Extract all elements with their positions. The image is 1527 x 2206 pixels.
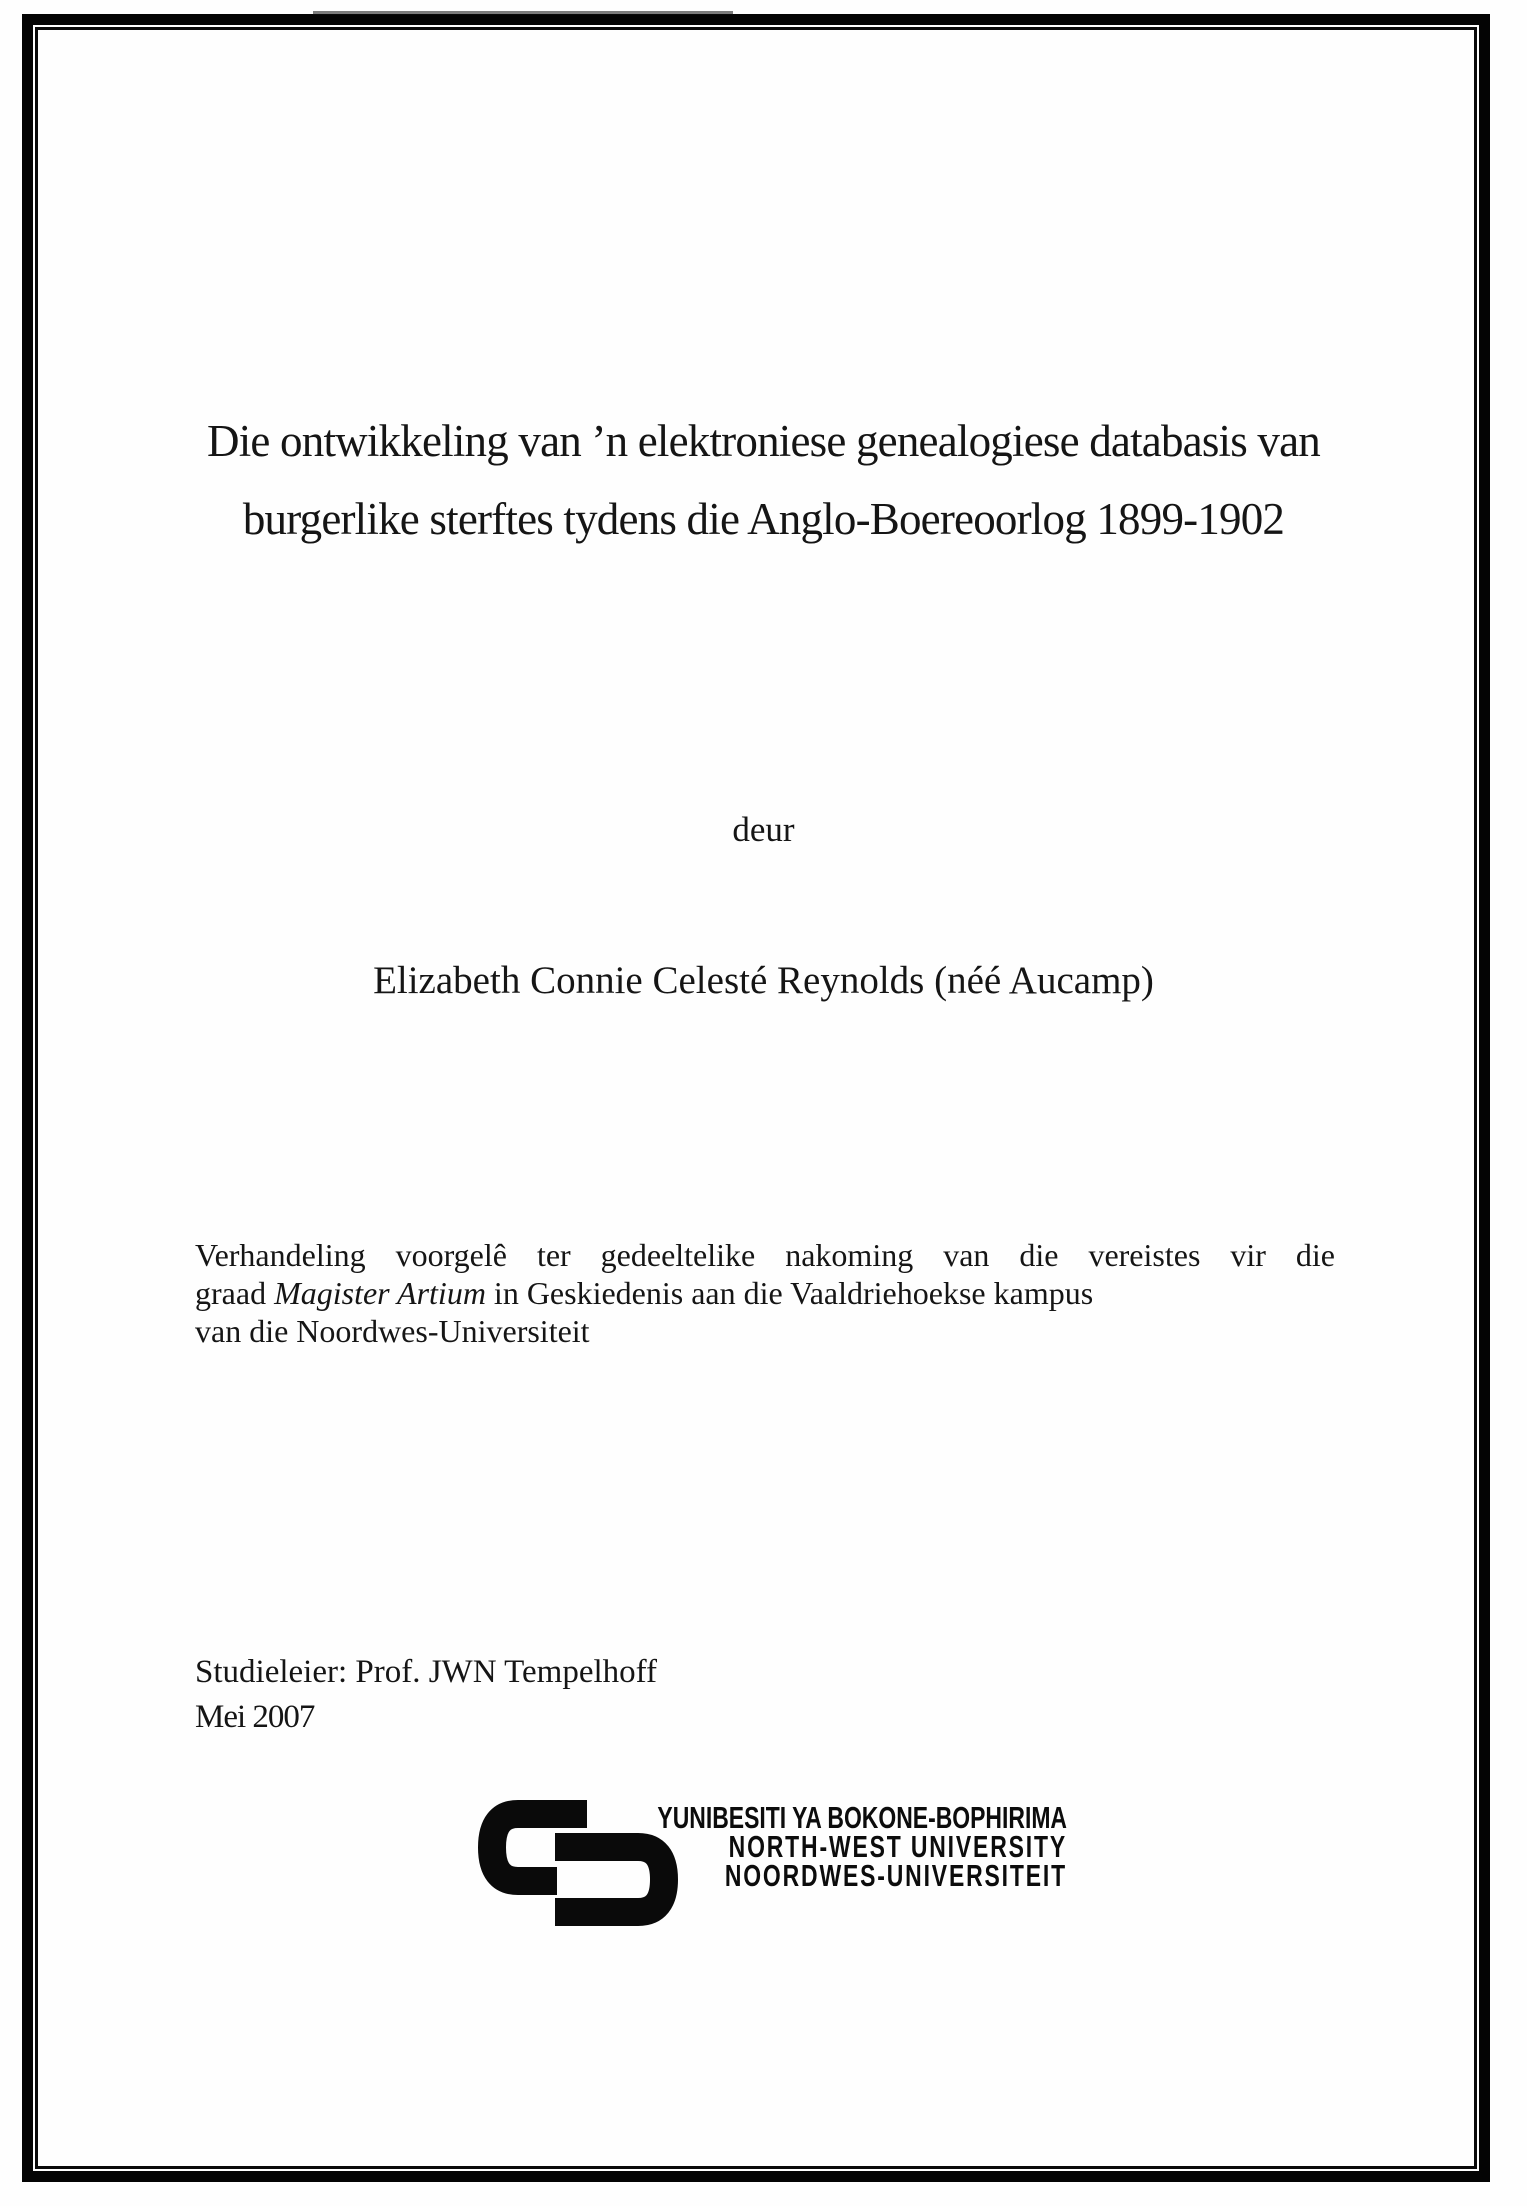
university-logo-text bbox=[549, 1800, 1067, 1893]
degree-statement-line3: van die Noordwes-Universiteit bbox=[195, 1313, 590, 1349]
thesis-title bbox=[90, 402, 1437, 558]
logo-text-setswana: YUNIBESITI YA BOKONE-BOPHIRIMA bbox=[657, 1800, 1067, 1835]
thesis-title-line1: Die ontwikkeling van ’n elektroniese genealogiese databasis van bbox=[207, 416, 1320, 466]
thesis-title-line2: burgerlike sterftes tydens die Anglo-Boereoorlog 1899-1902 bbox=[242, 494, 1285, 544]
degree-name-italic: Magister Artium bbox=[274, 1275, 486, 1311]
degree-statement-line2 bbox=[195, 1274, 1335, 1312]
logo-text-english: NORTH-WEST UNIVERSITY bbox=[728, 1829, 1067, 1864]
degree-statement-line2-suffix: in Geskiedenis aan die Vaaldriehoekse kampus bbox=[485, 1275, 1094, 1311]
degree-statement-line1: Verhandeling voorgelê ter gedeeltelike nakoming van die vereistes vir die bbox=[195, 1237, 1335, 1273]
byline-deur: deur bbox=[732, 810, 795, 849]
degree-statement-line2-prefix: graad bbox=[195, 1275, 275, 1311]
supervisor-block bbox=[195, 1650, 657, 1740]
logo-text-afrikaans: NOORDWES-UNIVERSITEIT bbox=[724, 1858, 1067, 1893]
author-name: Elizabeth Connie Celesté Reynolds (néé Aucamp) bbox=[373, 959, 1154, 1002]
degree-statement bbox=[195, 1236, 1335, 1350]
supervisor-line: Studieleier: Prof. JWN Tempelhoff bbox=[195, 1654, 658, 1690]
date-line: Mei 2007 bbox=[195, 1699, 315, 1735]
